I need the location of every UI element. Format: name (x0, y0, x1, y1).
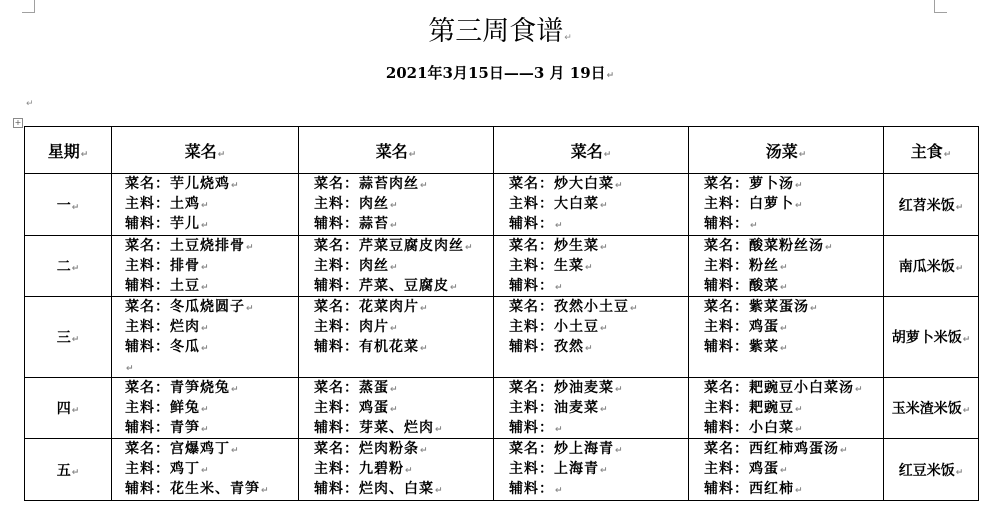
dish-cell (112, 236, 299, 297)
dish-line: 辅料：花生米、青笋↵ (125, 481, 270, 497)
dish-cell (112, 297, 299, 378)
dish-line: 辅料：烂肉、白菜↵ (314, 481, 444, 497)
page-title: 第三周食谱↵ (428, 16, 572, 47)
table-row (25, 378, 979, 439)
dish-line: 辅料：芋儿↵ (125, 216, 210, 232)
dish-line: 主料：白萝卜↵ (704, 196, 804, 212)
staple-food-cell: 红苕米饭↵ (884, 174, 979, 236)
dish-line: 菜名：炒上海青↵ (509, 441, 624, 457)
dish-line: 主料：小土豆↵ (509, 319, 609, 335)
dish-line: 菜名：冬瓜烧圆子↵ (125, 299, 255, 315)
dish-line: 主料：鸡丁↵ (125, 461, 210, 477)
page-corner-mark-left (22, 0, 35, 13)
dish-line: 辅料：↵ (704, 216, 759, 232)
dish-line: 菜名：萝卜汤↵ (704, 176, 804, 192)
dish-line: 主料：大白菜↵ (509, 196, 609, 212)
dish-cell (494, 378, 689, 439)
dish-line: 菜名：蒸蛋↵ (314, 380, 399, 396)
dish-line: 主料：九碧粉↵ (314, 461, 414, 477)
weekday-cell: 五↵ (25, 439, 112, 501)
dish-line: 菜名：炒大白菜↵ (509, 176, 624, 192)
dish-line: 菜名：西红柿鸡蛋汤↵ (704, 441, 849, 457)
dish-line: 菜名：烂肉粉条↵ (314, 441, 429, 457)
column-header: 菜名↵ (299, 127, 494, 174)
dish-line: 主料：鲜兔↵ (125, 400, 210, 416)
weekday-cell: 二↵ (25, 236, 112, 297)
dish-cell (494, 174, 689, 236)
dish-line: 辅料：青笋↵ (125, 420, 210, 436)
dish-cell (494, 439, 689, 501)
soup-cell (689, 378, 884, 439)
dish-line: 菜名：蒜苔肉丝↵ (314, 176, 429, 192)
dish-line: 菜名：花菜肉片↵ (314, 299, 429, 315)
dish-cell (299, 236, 494, 297)
dish-cell (299, 297, 494, 378)
dish-line: 辅料：冬瓜↵ (125, 339, 210, 355)
dish-line: 辅料：↵ (509, 420, 564, 436)
weekday-cell: 一↵ (25, 174, 112, 236)
dish-line: 主料：生菜↵ (509, 258, 594, 274)
table-header-row (25, 127, 979, 174)
dish-line: 菜名：炒生菜↵ (509, 238, 609, 254)
dish-line: 主料：土鸡↵ (125, 196, 210, 212)
dish-line: 主料：鸡蛋↵ (704, 461, 789, 477)
dish-line: 菜名：耙豌豆小白菜汤↵ (704, 380, 864, 396)
dish-line: 辅料：土豆↵ (125, 278, 210, 294)
dish-line: 辅料：有机花菜↵ (314, 339, 429, 355)
dish-line: 辅料：芹菜、豆腐皮↵ (314, 278, 459, 294)
table-row (25, 297, 979, 378)
dish-line: 辅料：蒜苔↵ (314, 216, 399, 232)
weekday-cell: 四↵ (25, 378, 112, 439)
dish-line: ↵ (126, 364, 135, 374)
staple-food-cell: 玉米渣米饭↵ (884, 378, 979, 439)
staple-food-cell: 胡萝卜米饭↵ (884, 297, 979, 378)
dish-line: 菜名：宫爆鸡丁↵ (125, 441, 240, 457)
dish-line: 辅料：芽菜、烂肉↵ (314, 420, 444, 436)
soup-cell (689, 297, 884, 378)
menu-table (24, 126, 979, 501)
column-header: 菜名↵ (112, 127, 299, 174)
dish-line: 主料：肉丝↵ (314, 196, 399, 212)
dish-cell (299, 174, 494, 236)
dish-line: 菜名：紫菜蛋汤↵ (704, 299, 819, 315)
dish-line: 辅料：↵ (509, 481, 564, 497)
dish-cell (112, 378, 299, 439)
table-row (25, 439, 979, 501)
dish-line: 主料：鸡蛋↵ (704, 319, 789, 335)
dish-cell (112, 174, 299, 236)
soup-cell (689, 439, 884, 501)
table-row (25, 236, 979, 297)
dish-line: 辅料：酸菜↵ (704, 278, 789, 294)
dish-line: 主料：上海青↵ (509, 461, 609, 477)
dish-cell (299, 439, 494, 501)
dish-line: 辅料：↵ (509, 216, 564, 232)
dish-cell (112, 439, 299, 501)
dish-line: 菜名：酸菜粉丝汤↵ (704, 238, 834, 254)
dish-line: 菜名：孜然小土豆↵ (509, 299, 639, 315)
dish-line: 主料：肉片↵ (314, 319, 399, 335)
dish-line: 主料：烂肉↵ (125, 319, 210, 335)
dish-line: 主料：油麦菜↵ (509, 400, 609, 416)
column-header: 星期↵ (25, 127, 112, 174)
dish-line: 主料：排骨↵ (125, 258, 210, 274)
table-row (25, 174, 979, 236)
staple-food-cell: 红豆米饭↵ (884, 439, 979, 501)
dish-line: 菜名：青笋烧兔↵ (125, 380, 240, 396)
dish-line: 菜名：土豆烧排骨↵ (125, 238, 255, 254)
column-header: 汤菜↵ (689, 127, 884, 174)
dish-line: 主料：肉丝↵ (314, 258, 399, 274)
column-header: 主食↵ (884, 127, 979, 174)
dish-line: 主料：粉丝↵ (704, 258, 789, 274)
dish-line: 主料：鸡蛋↵ (314, 400, 399, 416)
soup-cell (689, 236, 884, 297)
page-corner-mark-right (934, 0, 947, 13)
table-move-handle-icon[interactable]: + (14, 118, 22, 127)
dish-line: 辅料：小白菜↵ (704, 420, 804, 436)
column-header: 菜名↵ (494, 127, 689, 174)
weekday-cell: 三↵ (25, 297, 112, 378)
empty-paragraph-mark: ↵ (26, 99, 34, 109)
dish-cell (494, 297, 689, 378)
dish-line: 菜名：芋儿烧鸡↵ (125, 176, 240, 192)
dish-line: 辅料：西红柿↵ (704, 481, 804, 497)
dish-line: 辅料：孜然↵ (509, 339, 594, 355)
dish-line: 辅料：紫菜↵ (704, 339, 789, 355)
dish-line: 主料：耙豌豆↵ (704, 400, 804, 416)
dish-cell (494, 236, 689, 297)
dish-line: 菜名：炒油麦菜↵ (509, 380, 624, 396)
staple-food-cell: 南瓜米饭↵ (884, 236, 979, 297)
dish-cell (299, 378, 494, 439)
dish-line: 菜名：芹菜豆腐皮肉丝↵ (314, 238, 474, 254)
date-range: 2021年3月15日——3 月 19日↵ (385, 64, 615, 82)
soup-cell (689, 174, 884, 236)
dish-line: 辅料：↵ (509, 278, 564, 294)
